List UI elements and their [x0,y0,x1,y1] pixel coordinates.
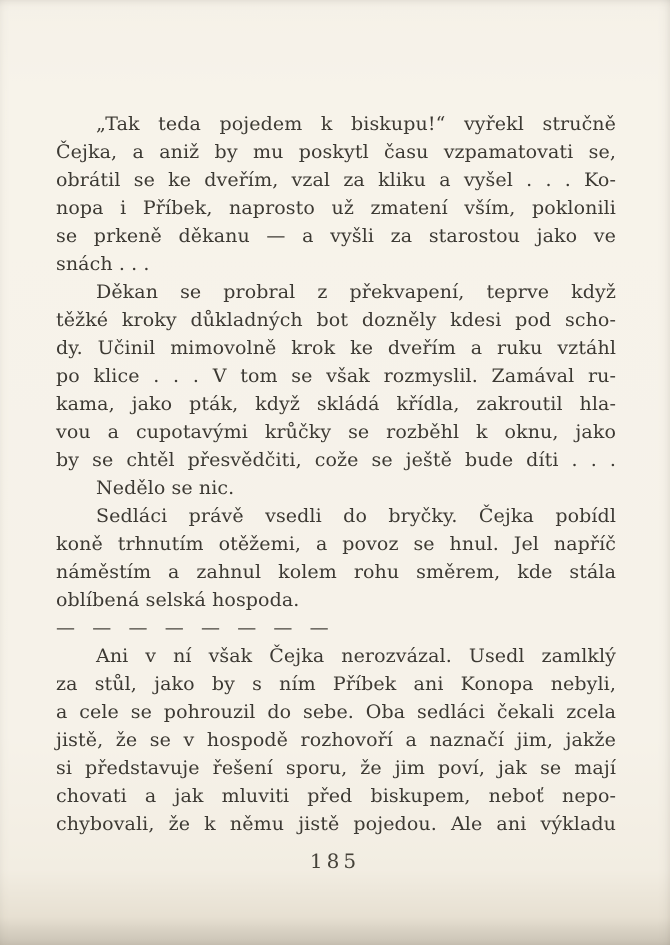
text-line: Sedláci právě vsedli do bryčky. Čejka pobídl [96,505,616,527]
paragraph [56,474,616,502]
text-line: po klice . . . V tom se však rozmyslil. Zamával ru- [56,365,616,387]
text-line: dy. Učinil mimovolně krok ke dveřím a ruku vztáhl [56,337,616,359]
paragraph [56,278,616,474]
text-line: a cele se pohrouzil do sebe. Oba sedláci čekali zcela [56,701,616,723]
text-line: jistě, že se v hospodě rozhovoří a naznačí jim, jakže [56,729,616,751]
text-line: Ani v ní však Čejka nerozvázal. Usedl zamlklý [96,645,616,667]
text-line: se prkeně děkanu — a vyšli za starostou jako ve [56,225,616,247]
text-line: vou a cupotavými krůčky se rozběhl k oknu, jako [56,421,616,443]
text-line: Čejka, a aniž by mu poskytl času vzpamatovati se, [56,141,616,163]
paragraph [56,642,616,838]
text-line: „Tak teda pojedem k biskupu!“ vyřekl stručně [96,113,616,135]
paragraph [56,110,616,278]
page-number: 185 [309,849,361,873]
text-line: koně trhnutím otěžemi, a povoz se hnul. Jel napříč [56,533,616,555]
text-line: Děkan se probral z překvapení, teprve když [96,281,616,303]
text-line: si představuje řešení sporu, že jim poví, jak se mají [56,757,616,779]
text-line: snách . . . [56,253,150,275]
text-line: obrátil se ke dveřím, vzal za kliku a vyšel . . . Ko- [56,169,616,191]
text-line: kama, jako pták, když skládá křídla, zakroutil hla- [56,393,616,415]
text-line: chovati a jak mluviti před biskupem, neboť nepo- [56,785,616,807]
paragraph [56,502,616,614]
text-line: by se chtěl přesvědčiti, cože se ještě bude díti . . . [56,449,616,471]
text-line: za stůl, jako by s ním Příbek ani Konopa nebyli, [56,673,616,695]
text-column [56,110,616,838]
text-line: chybovali, že k němu jistě pojedou. Ale ani výkladu [56,813,616,835]
text-line: Nedělo se nic. [96,477,235,499]
text-line: nopa i Příbek, naprosto už zmatení vším, poklonili [56,197,616,219]
text-line: oblíbená selská hospoda. [56,589,300,611]
text-line: těžké kroky důkladných bot dozněly kdesi pod scho- [56,309,616,331]
text-line: náměstím a zahnul kolem rohu směrem, kde stála [56,561,616,583]
section-break-dashes: — — — — — — — — [56,617,329,639]
